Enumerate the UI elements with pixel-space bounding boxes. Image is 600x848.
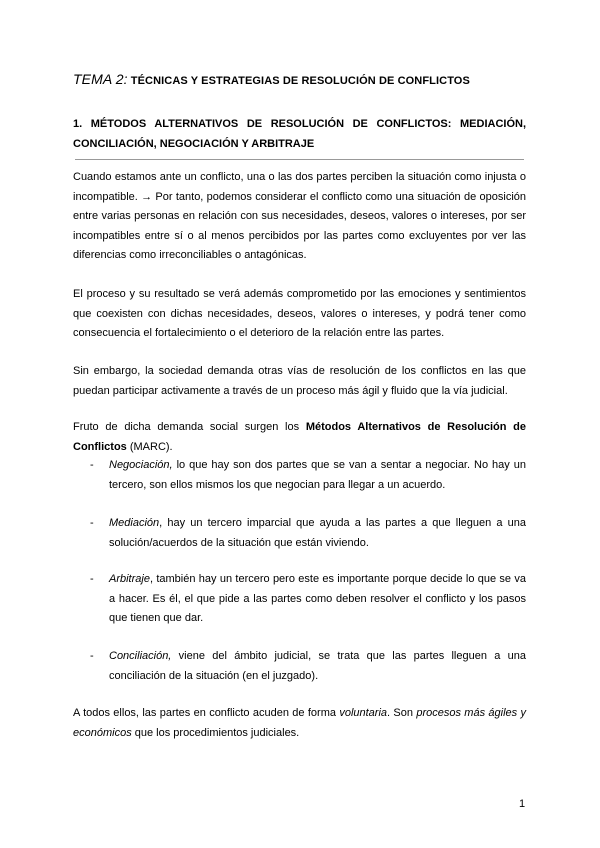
p4-bold: Métodos Alternativos de Resolución de Conflictos (73, 421, 526, 453)
list-dash: - (90, 650, 94, 662)
paragraph-5 (73, 704, 526, 743)
p4-end: (MARC). (126, 440, 173, 453)
list-item (90, 456, 526, 495)
list-term: Mediación (109, 517, 160, 529)
list-dash: - (90, 459, 94, 471)
p5-em-voluntaria: voluntaria (339, 707, 388, 719)
list-item (90, 570, 526, 629)
list-dash: - (90, 517, 94, 529)
page-number: 1 (519, 798, 526, 810)
list-text: , también hay un tercero pero este es importante porque decide lo que se va a hacer. Es él, el que pide a las partes como deben resolver el conflicto y los pasos que tienen que dar. (109, 573, 526, 624)
list-text: viene del ámbito judicial, se trata que las partes lleguen a una conciliación de la situación (en el juzgado). (109, 650, 526, 682)
list-dash: - (90, 573, 94, 585)
list-text: , hay un tercero imparcial que ayuda a las partes a que lleguen a una solución/acuerdos de la situación que están viviendo. (109, 517, 526, 549)
list-term: Negociación, (109, 459, 173, 471)
p4-text: Fruto de dicha demanda social surgen los (73, 421, 306, 433)
list-term: Conciliación, (109, 650, 172, 662)
p5-mid: . Son (387, 707, 417, 719)
section-heading: 1. MÉTODOS ALTERNATIVOS DE RESOLUCIÓN DE CONFLICTOS: MEDIACIÓN, CONCILIACIÓN, NEGOCIACIÓN Y ARBITRAJE (73, 118, 526, 150)
page-title (73, 71, 470, 87)
p5-end: que los procedimientos judiciales. (131, 726, 300, 739)
list-term: Arbitraje (109, 573, 150, 585)
list-item (90, 647, 526, 686)
list-item (90, 514, 526, 553)
tema-label: TEMA 2: (73, 71, 128, 87)
paragraph-3: Sin embargo, la sociedad demanda otras vías de resolución de los conflictos en las que puedan participar activamente a través de un proceso más ágil y fluido que la vía judicial. (73, 365, 526, 397)
p5-text: A todos ellos, las partes en conflicto acuden de forma (73, 707, 340, 719)
divider (75, 159, 524, 160)
paragraph-2: El proceso y su resultado se verá además comprometido por las emociones y sentimientos que coexisten con dichas necesidades, deseos, valores o intereses, y podrá tener como consecuencia el fortalecimiento o el deterioro de la relación entre las partes. (73, 288, 526, 339)
p5-em-procesos: procesos más ágiles y económicos (73, 707, 527, 739)
paragraph-4 (73, 418, 526, 457)
paragraph-1: Cuando estamos ante un conflicto, una o las dos partes perciben la situación como injusta o incompatible. → Por tanto, podemos considerar el conflicto como una situación de oposición entre varias personas en relación con sus necesidades, deseos, valores o intereses, por ser incompatibles entre sí o al menos percibidos por las partes como excluyentes por ver las diferencias como irreconciliables o antagónicas. (73, 171, 526, 261)
title-text: TÉCNICAS Y ESTRATEGIAS DE RESOLUCIÓN DE CONFLICTOS (127, 75, 470, 87)
list-text: lo que hay son dos partes que se van a sentar a negociar. No hay un tercero, son ellos mismos los que negocian para llegar a un acuerdo. (109, 459, 526, 491)
